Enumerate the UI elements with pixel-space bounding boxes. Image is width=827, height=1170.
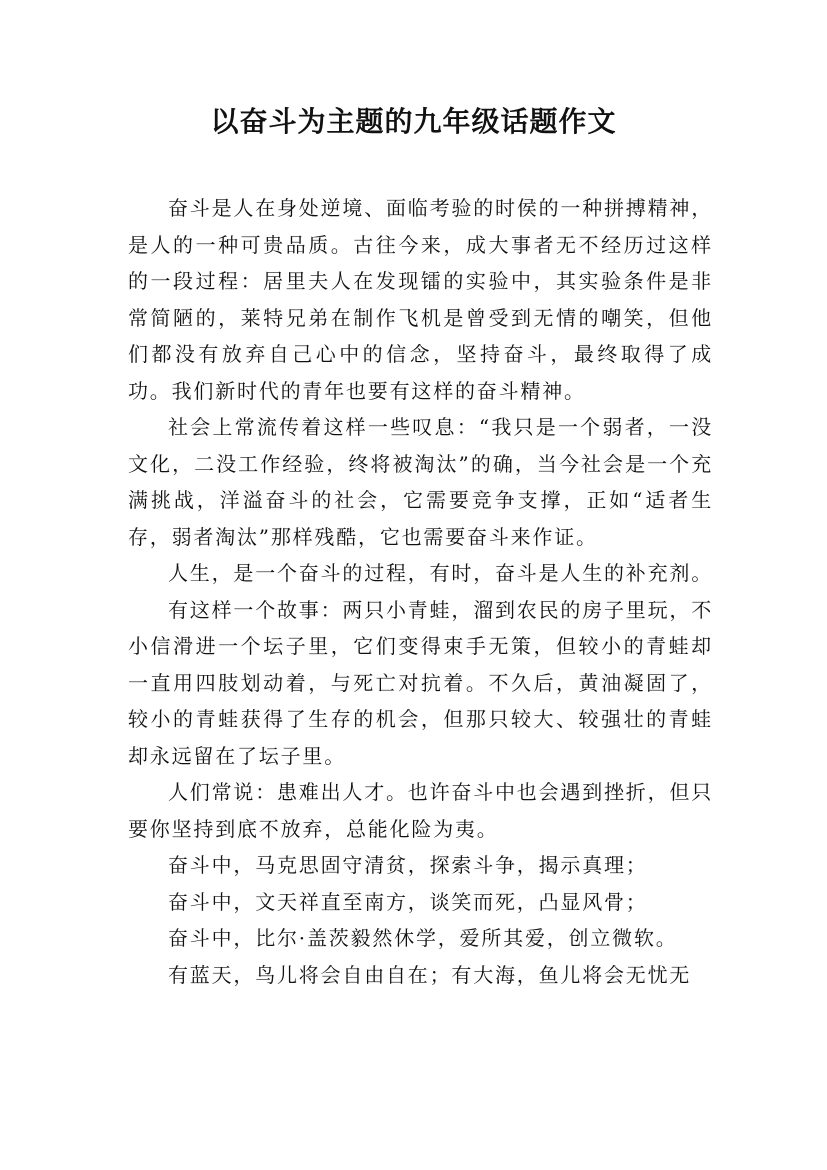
paragraph-adversity: 人们常说：患难出人才。也许奋斗中也会遇到挫折，但只要你坚持到底不放弃，总能化险为夷。 bbox=[128, 780, 713, 841]
document-title: 以奋斗为主题的九年级话题作文 bbox=[210, 105, 617, 138]
paragraph-bill-gates: 奋斗中，比尔·盖茨毅然休学，爱所其爱，创立微软。 bbox=[168, 926, 678, 950]
paragraph-life: 人生，是一个奋斗的过程，有时，奋斗是人生的补充剂。 bbox=[168, 561, 713, 585]
paragraph-wen-tianxiang: 奋斗中，文天祥直至南方，谈笑而死，凸显风骨； bbox=[168, 889, 648, 914]
paragraph-intro: 奋斗是人在身处逆境、面临考验的时侯的一种拼搏精神，是人的一种可贵品质。古往今来，成大事者无不经历过这样的一段过程：居里夫人在发现镭的实验中，其实验条件是非常简陋的，莱特兄弟在制作飞机是曾受到无情的嘲笑，但他们都没有放弃自己心中的信念，坚持奋斗，最终取得了成功。我们新时代的青年也要有这样的奋斗精神。 bbox=[128, 196, 713, 403]
paragraph-marx: 奋斗中，马克思固守清贫，探索斗争，揭示真理； bbox=[168, 853, 648, 877]
paragraph-society: 社会上常流传着这样一些叹息：“我只是一个弱者，一没文化，二没工作经验，终将被淘汰”的确，当今社会是一个充满挑战，洋溢奋斗的社会，它需要竞争支撑，正如“适者生存，弱者淘汰”那样残酷，它也需要奋斗来作证。 bbox=[128, 415, 713, 549]
document-body bbox=[128, 190, 713, 993]
paragraph-sky-sea: 有蓝天，鸟儿将会自由自在；有大海，鱼儿将会无忧无 bbox=[168, 962, 692, 987]
paragraph-frog-story: 有这样一个故事：两只小青蛙，溜到农民的房子里玩，不小信滑进一个坛子里，它们变得束手无策，但较小的青蛙却一直用四肢划动着，与死亡对抗着。不久后，黄油凝固了，较小的青蛙获得了生存的机会，但那只较大、较强壮的青蛙却永远留在了坛子里。 bbox=[128, 597, 713, 768]
